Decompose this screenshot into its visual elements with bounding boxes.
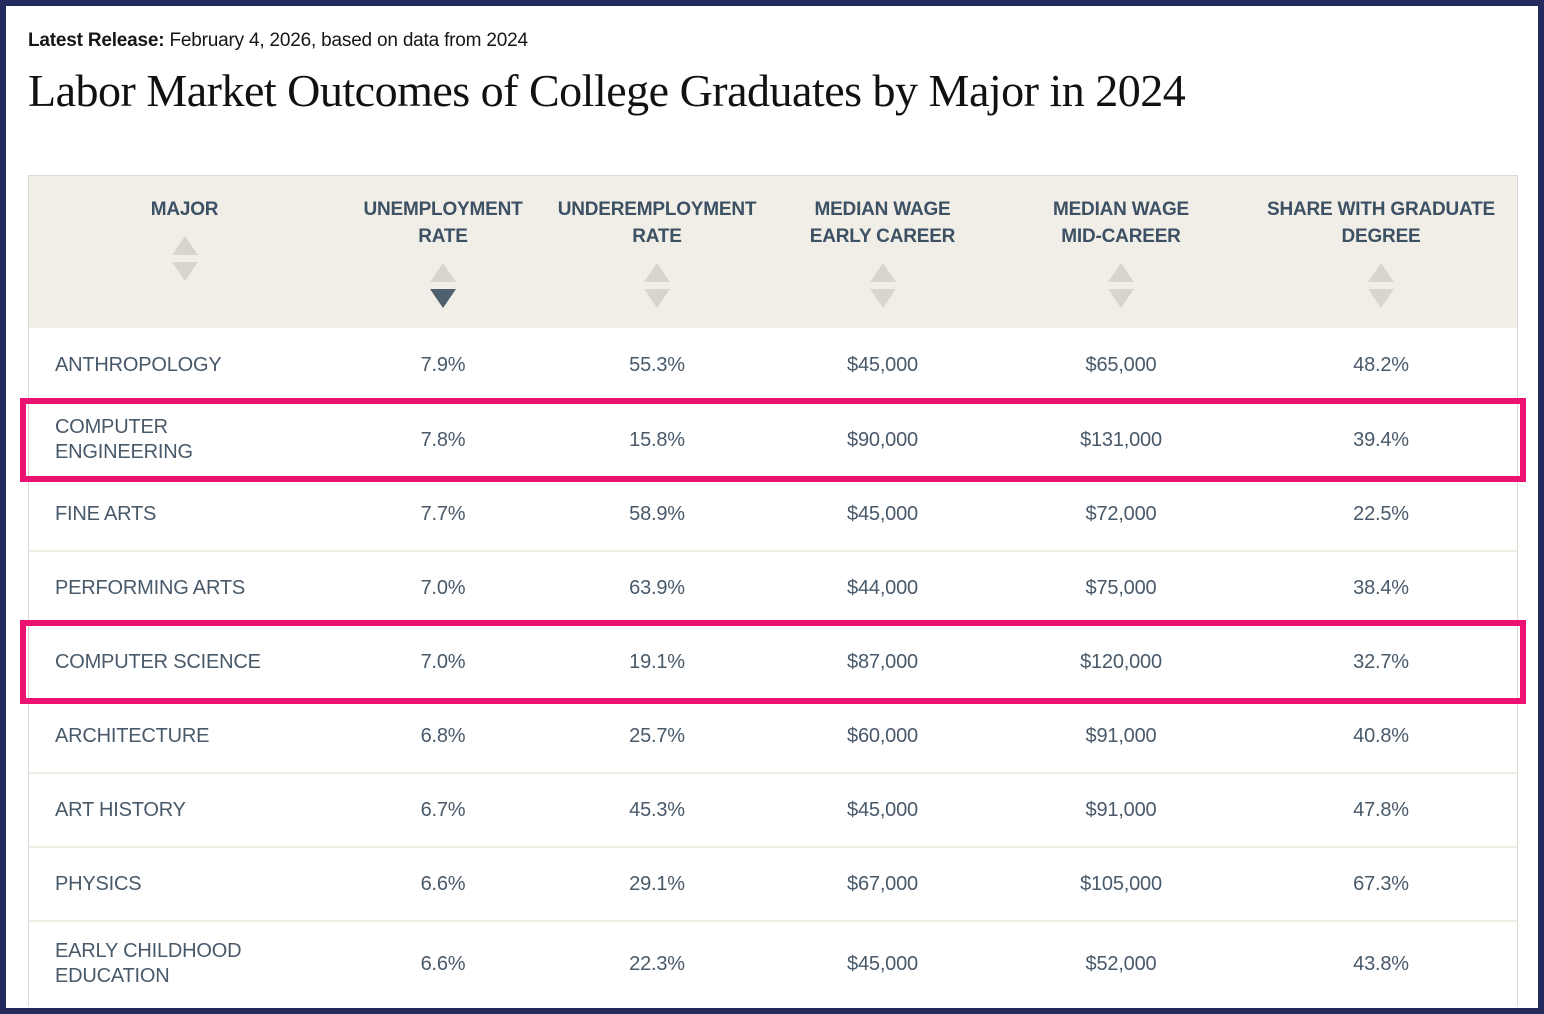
wage-early-value: $90,000 [847,428,918,451]
grad-share-value: 22.5% [1353,502,1409,525]
sort-arrows [768,263,997,308]
unemployment-value: 7.9% [420,353,466,376]
wage-mid-value: $91,000 [1085,724,1157,747]
underemployment-value: 15.8% [629,428,685,451]
latest-release-line [28,28,1516,54]
unemployment-value: 7.8% [420,428,466,451]
major-label: COMPUTER ENGINEERING [55,416,193,463]
wage-early-value: $45,000 [847,353,918,376]
unemployment-value: 7.7% [420,502,466,525]
wage-early-value: $45,000 [847,502,918,525]
wage-mid-value: $52,000 [1085,952,1157,975]
grad-share-value: 43.8% [1353,952,1409,975]
column-header-label: UNDEREMPLOYMENT RATE [557,199,757,247]
underemployment-value: 63.9% [629,576,685,599]
grad-share-value: 38.4% [1353,576,1409,599]
major-label: PERFORMING ARTS [55,576,245,599]
grad-share-value: 32.7% [1353,650,1409,673]
wage-early-value: $67,000 [847,872,918,895]
sort-asc-arrow-icon[interactable] [870,263,896,282]
table-row [29,550,1517,624]
sort-desc-arrow-icon[interactable] [644,289,670,308]
unemployment-value: 6.7% [420,798,466,821]
underemployment-value: 19.1% [629,650,685,673]
wage-early-value: $45,000 [847,798,918,821]
major-label: ARCHITECTURE [55,724,210,747]
wage-early-value: $44,000 [847,576,918,599]
sort-desc-arrow-icon[interactable] [172,262,198,281]
latest-release-label: Latest Release: [28,30,165,51]
column-header-label: MAJOR [150,199,219,220]
grad-share-value: 39.4% [1353,428,1409,451]
underemployment-value: 45.3% [629,798,685,821]
wage-mid-value: $72,000 [1085,502,1157,525]
major-label: COMPUTER SCIENCE [55,650,261,673]
wage-mid-value: $65,000 [1085,353,1157,376]
sort-asc-arrow-icon[interactable] [644,263,670,282]
wage-mid-value: $120,000 [1080,650,1162,673]
table-row [29,402,1517,476]
page-content [6,28,1538,1006]
underemployment-value: 55.3% [629,353,685,376]
major-label: FINE ARTS [55,502,157,525]
sort-asc-arrow-icon[interactable] [1368,263,1394,282]
table-row [29,476,1517,550]
sort-desc-arrow-icon[interactable] [430,289,456,308]
outcomes-table [28,175,1518,1006]
wage-early-value: $45,000 [847,952,918,975]
wage-early-value: $60,000 [847,724,918,747]
sort-asc-arrow-icon[interactable] [430,263,456,282]
sort-asc-arrow-icon[interactable] [172,236,198,255]
column-header-unemployment[interactable] [340,176,546,328]
sort-arrows [340,263,546,308]
column-header-wage_early[interactable] [768,176,997,328]
unemployment-value: 6.6% [420,952,466,975]
column-header-wage_mid[interactable] [997,176,1245,328]
sort-desc-arrow-icon[interactable] [1108,289,1134,308]
column-header-major[interactable] [29,176,340,328]
wage-early-value: $87,000 [847,650,918,673]
unemployment-value: 7.0% [420,650,466,673]
column-header-label: SHARE WITH GRADUATE DEGREE [1266,199,1496,247]
major-label: ANTHROPOLOGY [55,353,222,376]
wage-mid-value: $131,000 [1080,428,1162,451]
column-header-label: UNEMPLOYMENT RATE [363,199,523,247]
sort-arrows [1245,263,1517,308]
table-row [29,698,1517,772]
major-label: ART HISTORY [55,798,186,821]
table-row [29,772,1517,846]
sort-asc-arrow-icon[interactable] [1108,263,1134,282]
sort-desc-arrow-icon[interactable] [870,289,896,308]
underemployment-value: 58.9% [629,502,685,525]
table-row [29,624,1517,698]
unemployment-value: 6.6% [420,872,466,895]
page-title: Labor Market Outcomes of College Graduates by Major in 2024 [28,65,1186,116]
column-header-underemployment[interactable] [546,176,768,328]
grad-share-value: 48.2% [1353,353,1409,376]
underemployment-value: 22.3% [629,952,685,975]
underemployment-value: 29.1% [629,872,685,895]
table-header-row [29,176,1517,328]
column-header-label: MEDIAN WAGE EARLY CAREER [809,199,956,247]
sort-desc-arrow-icon[interactable] [1368,289,1394,308]
grad-share-value: 67.3% [1353,872,1409,895]
grad-share-value: 40.8% [1353,724,1409,747]
unemployment-value: 7.0% [420,576,466,599]
major-label: PHYSICS [55,872,142,895]
grad-share-value: 47.8% [1353,798,1409,821]
wage-mid-value: $91,000 [1085,798,1157,821]
table-row [29,328,1517,402]
underemployment-value: 25.7% [629,724,685,747]
latest-release-text: February 4, 2026, based on data from 2024 [169,30,528,51]
column-header-grad_share[interactable] [1245,176,1517,328]
major-label: EARLY CHILDHOOD EDUCATION [55,940,242,987]
table-row [29,920,1517,1006]
table-body [29,328,1517,1006]
column-header-label: MEDIAN WAGE MID-CAREER [1052,199,1190,247]
wage-mid-value: $75,000 [1085,576,1157,599]
table-row [29,846,1517,920]
unemployment-value: 6.8% [420,724,466,747]
sort-arrows [546,263,768,308]
sort-arrows [29,236,340,281]
sort-arrows [997,263,1245,308]
wage-mid-value: $105,000 [1080,872,1162,895]
